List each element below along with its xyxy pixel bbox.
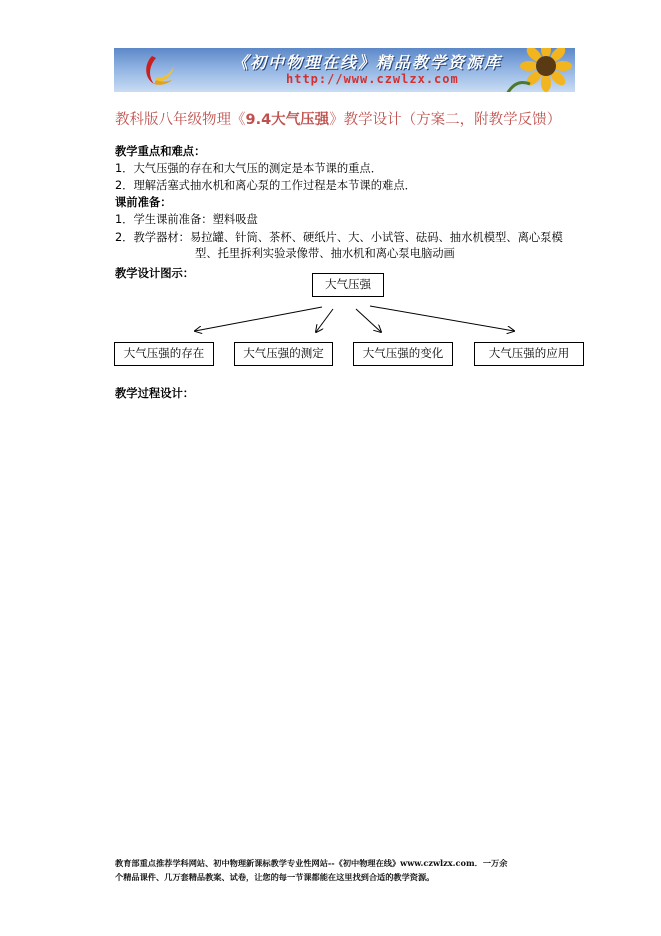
key-point-item: 2．理解活塞式抽水机和离心泵的工作过程是本节课的难点．: [115, 179, 416, 192]
footer-line: 教育部重点推荐学科网站、初中物理新课标教学专业性网站--《初中物理在线》www.czwlzx.com．一万余: [115, 858, 508, 868]
key-points-heading: 教学重点和难点：: [115, 145, 206, 158]
site-logo-icon: [138, 52, 178, 88]
preparation-item: 2．教学器材：易拉罐、针筒、茶杯、硬纸片、大、小试管、砝码、抽水机模型、离心泵模: [115, 231, 563, 244]
process-heading: 教学过程设计：: [115, 387, 195, 400]
title-prefix: 教科版八年级物理《: [115, 112, 246, 128]
arrow-to-change: [356, 309, 381, 332]
banner-title: 《初中物理在线》精品教学资源库: [232, 53, 503, 72]
diagram-node-measurement: 大气压强的测定: [234, 342, 333, 366]
diagram-node-application: 大气压强的应用: [474, 342, 584, 366]
preparation-item-continued: 型、托里拆利实验录像带、抽水机和离心泵电脑动画: [195, 247, 455, 260]
footer-line: 个精品课件、几万套精品教案、试卷，让您的每一节课都能在这里找到合适的教学资源。: [115, 872, 435, 882]
sunflower-icon: [504, 48, 574, 92]
banner-url[interactable]: http://www.czwlzx.com: [286, 72, 459, 86]
diagram-node-change: 大气压强的变化: [353, 342, 453, 366]
diagram-root-node: 大气压强: [312, 273, 384, 297]
arrow-to-application: [370, 306, 514, 331]
arrow-to-existence: [195, 307, 322, 331]
key-point-item: 1．大气压强的存在和大气压的测定是本节课的重点．: [115, 162, 383, 175]
title-lesson: 9.4大气压强: [245, 112, 330, 128]
document-title: [115, 108, 561, 129]
page-footer: [115, 856, 585, 884]
arrow-to-measurement: [316, 309, 333, 332]
preparation-heading: 课前准备：: [115, 196, 172, 209]
preparation-item: 1．学生课前准备：塑料吸盘: [115, 213, 258, 226]
title-suffix: 》教学设计（方案二，附教学反馈）: [329, 112, 562, 128]
header-banner: [114, 48, 575, 92]
diagram-heading: 教学设计图示：: [115, 267, 195, 280]
diagram-node-existence: 大气压强的存在: [114, 342, 214, 366]
